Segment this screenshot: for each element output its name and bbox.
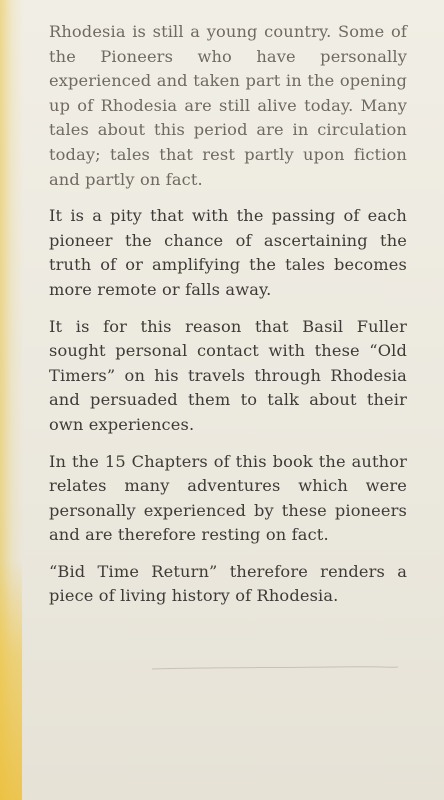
spine-stain [0,560,22,800]
pencil-underline [150,665,400,671]
paragraph-chapters: In the 15 Chapters of this book the author relates many adventures which were personally experienced by these pioneers and are therefore resting on fact. [49,451,407,545]
paragraph-basil-fuller: It is for this reason that Basil Fuller sought personal contact with these “Old Timers” on his travels through Rhodesia and persuaded them to talk about their own experiences. [49,316,407,434]
paragraph-conclusion: “Bid Time Return” therefore renders a piece of living history of Rhodesia. [49,561,407,606]
paragraph-intro: Rhodesia is still a young country. Some of the Pioneers who have personally experienced and taken part in the opening up of Rhodesia are still alive today. Many tales about this period are in circulation today; tales that rest partly upon fiction and partly on fact. [49,22,407,189]
paragraph-pity: It is a pity that with the passing of each pioneer the chance of ascertaining the truth of or amplifying the tales becomes more remote or falls away. [49,206,407,299]
blurb-text [49,20,407,609]
